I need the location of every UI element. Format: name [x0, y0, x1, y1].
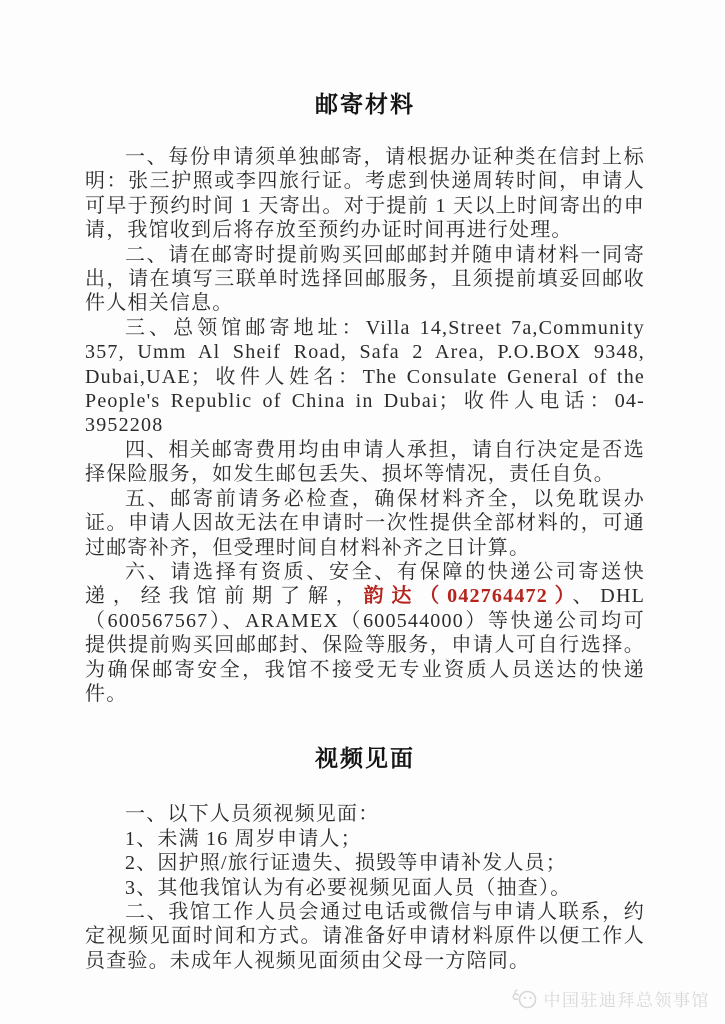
section-title-video-meeting: 视频见面 — [315, 746, 415, 772]
paragraph-video-item-3: 3、其他我馆认为有必要视频见面人员（抽查）。 — [125, 876, 572, 899]
paragraph-mailing-3-address: 三、总领馆邮寄地址：Villa 14,Street 7a,Community 357, Umm Al Sheif Road, Safa 2 Area, P.O.BOX 9348, Dubai,UAE；收件人姓名：The Consulate General of the People's Republic of China in Dubai；收件人电话：04-3952208 — [85, 316, 645, 437]
paragraph-mailing-1: 一、每份申请须单独邮寄，请根据办证种类在信封上标明：张三护照或李四旅行证。考虑到快递周转时间，申请人可早于预约时间 1 天寄出。对于提前 1 天以上时间寄出的申请，我馆收到后将存放至预约办证时间再进行处理。 — [85, 146, 645, 242]
paragraph-video-item-2: 2、因护照/旅行证遗失、损毁等申请补发人员； — [125, 852, 567, 875]
watermark-text: 中国驻迪拜总领事馆 — [543, 991, 710, 1010]
section-mailing-materials — [85, 86, 645, 706]
courier-text-before: 六、请选择有资质、安全、有保障的快递公司寄送快递，经我馆前期了解， — [85, 560, 645, 608]
paragraph-mailing-6-couriers — [85, 560, 645, 706]
courier-text-after: 、DHL（600567567）、ARAMEX（600544000）等快递公司均可提供提前购买回邮邮封、保险等服务，申请人可自行选择。为确保邮寄安全，我馆不接受无专业资质人员送达的快递件。 — [85, 585, 646, 705]
paragraph-mailing-5: 五、邮寄前请务必检查，确保材料齐全，以免耽误办证。申请人因故无法在申请时一次性提供全部材料的，可通过邮寄补齐，但受理时间自材料补齐之日计算。 — [85, 487, 645, 559]
paragraph-mailing-4: 四、相关邮寄费用均由申请人承担，请自行决定是否选择保险服务，如发生邮包丢失、损坏等情况，责任自负。 — [85, 438, 645, 486]
paragraph-video-1: 一、以下人员须视频见面： — [125, 803, 380, 826]
paragraph-video-2: 二、我馆工作人员会通过电话或微信与申请人联系，约定视频见面时间和方式。请准备好申请材料原件以便工作人员查验。未成年人视频见面须由父母一方陪同。 — [85, 900, 645, 972]
section-video-meeting — [85, 740, 645, 973]
courier-yunda-highlight: 韵达（042764472） — [363, 585, 573, 608]
section-title-mailing-materials: 邮寄材料 — [315, 92, 415, 117]
paragraph-mailing-2: 二、请在邮寄时提前购买回邮邮封并随申请材料一同寄出，请在填写三联单时选择回邮服务，且须提前填妥回邮收件人相关信息。 — [85, 243, 645, 315]
watermark — [511, 986, 711, 1011]
wechat-watermark-icon — [511, 988, 538, 1009]
paragraph-video-item-1: 1、未满 16 周岁申请人； — [125, 827, 362, 850]
